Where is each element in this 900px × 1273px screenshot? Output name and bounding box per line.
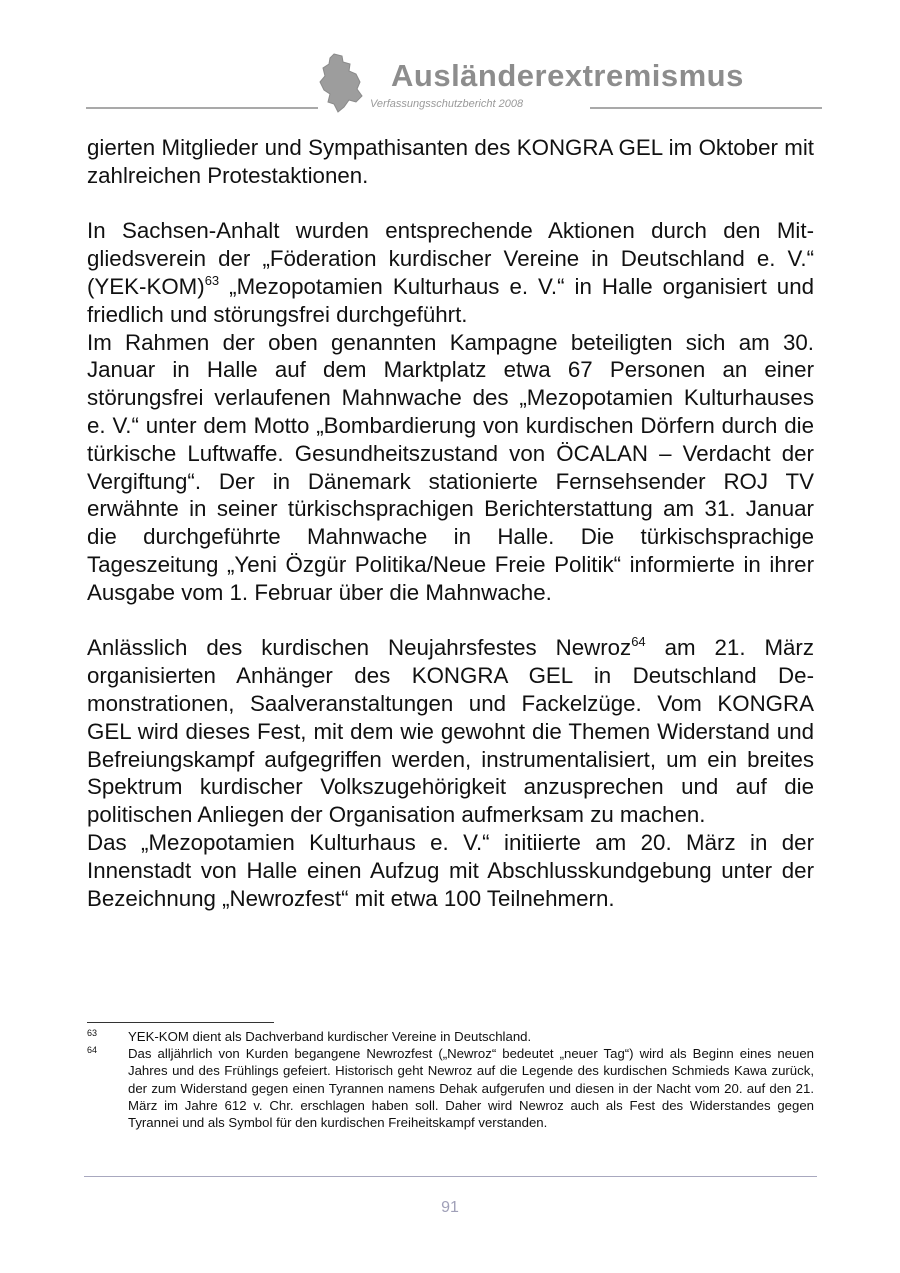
footnote-text: YEK-KOM dient als Dachverband kurdischer Vereine in Deutschland.	[128, 1029, 532, 1044]
header-subtitle: Verfassungsschutzbericht 2008	[370, 98, 524, 110]
footnote-63	[87, 1028, 814, 1045]
paragraph-gap	[87, 607, 814, 635]
page-number: 91	[441, 1199, 459, 1216]
paragraph-5: Das „Mezopotamien Kulturhaus e. V.“ initiierte am 20. März in der Innenstadt von Halle einen Aufzug mit Abschlusskundgebung unter der Bezeichnung „Newrozfest“ mit etwa 100 Teilnehmern.	[87, 829, 814, 911]
paragraph-4-text-b: am 21. März organisierten Anhänger des KONGRA GEL in Deutschland Demonstrationen, Saalveranstaltungen und Fackelzüge. Vom KONGRA GEL wird dieses Fest, mit dem wie gewohnt die Themen Widerstand und Befreiungskampf aufgegriffen werden, instrumentalisiert, um ein breites Spektrum kurdischer Volkszugehörigkeit anzusprechen und auf die politischen Anliegen der Organisation aufmerksam zu machen.	[87, 635, 814, 828]
header-title: Ausländerextremismus	[391, 58, 744, 93]
footer-rule	[84, 1176, 817, 1177]
paragraph-3: Im Rahmen der oben genannten Kampagne beteiligten sich am 30. Januar in Halle auf dem Marktplatz etwa 67 Personen an einer störungsfrei verlaufenen Mahnwache des „Mezopotamien Kulturhauses e. V.“ unter dem Motto „Bombardierung von kurdischen Dörfern durch die türkische Luftwaffe. Gesundheitszustand von ÖCALAN – Verdacht der Vergiftung“. Der in Dänemark stationierte Fernsehsender ROJ TV erwähnte in seiner türkischsprachigen Berichterstattung am 31. Januar die durchgeführte Mahnwache in Halle. Die türkischsprachige Tageszeitung „Yeni Özgür Politika/Neue Freie Politik“ informierte in ihrer Ausgabe vom 1. Februar über die Mahnwache.	[87, 329, 814, 605]
paragraph-2	[87, 217, 814, 328]
footnote-text: Das alljährlich von Kurden begangene Newrozfest („Newroz“ bedeutet „neuer Tag“) wird als Beginn eines neuen Jahres und des Frühlings gefeiert. Historisch geht Newroz auf die Legende des kurdischen Schmieds Kawa zurück, der zum Widerstand gegen einen Tyrannen namens Dehak aufgerufen und diesen in der Nacht vom 20. auf den 21. März im Jahre 612 v. Chr. erschlagen haben soll. Daher wird Newroz auch als Fest des Widerstandes gegen Tyrannei und als Symbol für den kurdischen Freiheitskampf verstanden.	[128, 1046, 814, 1131]
paragraph-2-text-b: „Mezopotamien Kulturhaus e. V.“ in Halle organisiert und friedlich und störungsfrei durchgeführt.	[87, 273, 814, 327]
paragraph-2-text-a: In Sachsen-Anhalt wurden entsprechende Aktionen durch den Mitgliedsverein der „Föderation kurdischer Vereine in Deutschland e. V.“ (YEK-KOM)	[87, 218, 814, 299]
saxony-anhalt-map-icon	[316, 52, 366, 114]
paragraph-4-text-a: Anlässlich des kurdischen Neujahrsfestes Newroz	[87, 635, 632, 661]
footnote-ref-64[interactable]: 64	[631, 634, 646, 650]
page-header	[0, 0, 900, 120]
paragraph-1: gierten Mitglieder und Sympathisanten des KONGRA GEL im Oktober mit zahlreichen Protestaktionen.	[87, 135, 814, 188]
footnote-ref-63[interactable]: 63	[204, 272, 220, 288]
header-rule-right	[590, 107, 822, 109]
footnotes	[87, 1028, 814, 1131]
paragraph-gap	[87, 190, 814, 218]
footnote-separator	[87, 1022, 274, 1023]
footnote-64	[87, 1045, 814, 1131]
paragraph-4	[87, 634, 814, 829]
footnote-number: 64	[87, 1045, 98, 1056]
footnote-number: 63	[87, 1028, 98, 1038]
body-text	[87, 134, 814, 912]
header-rule-left	[86, 107, 318, 109]
